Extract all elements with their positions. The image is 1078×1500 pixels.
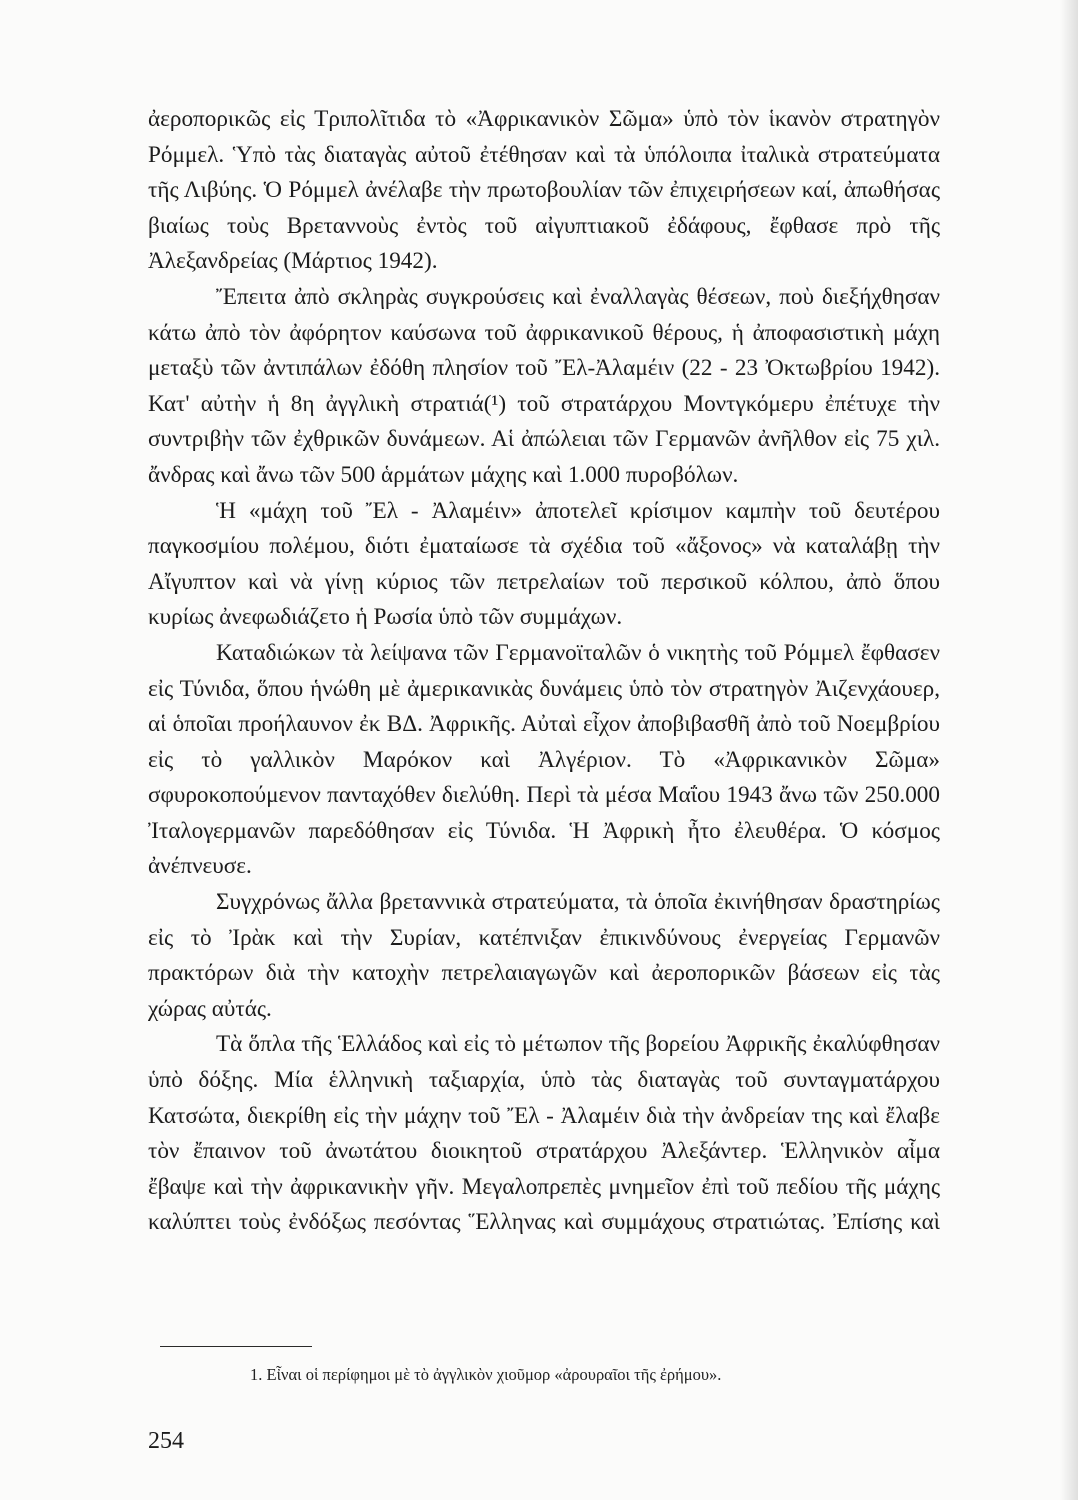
page-edge-shadow (1060, 0, 1078, 1500)
paragraph-5: Συγχρόνως ἄλλα βρεταννικὰ στρατεύματα, τὰ ὁποῖα ἐκινήθησαν δραστηρίως εἰς τὸ Ἰρὰκ καὶ τὴν Συρίαν, κατέπνιξαν ἐπικινδύνους ἐνεργείας Γερμανῶν πρακτόρων διὰ τὴν κατοχὴν πετρελαιαγωγῶν καὶ ἀεροπορικῶν βάσεων εἰς τὰς χώρας αὐτάς. (148, 889, 940, 1022)
paragraph-6: Τὰ ὅπλα τῆς Ἑλλάδος καὶ εἰς τὸ μέτωπον τῆς βορείου Ἀφρικῆς ἐκαλύφθησαν ὑπὸ δόξης. Μία ἑλληνικὴ ταξιαρχία, ὑπὸ τὰς διαταγὰς τοῦ συνταγματάρχου Κατσώτα, διεκρίθη εἰς τὴν μάχην τοῦ Ἔλ - Ἀλαμέιν διὰ τὴν ἀνδρείαν της καὶ ἔλαβε τὸν ἔπαινον τοῦ ἀνωτάτου διοικητοῦ στρατάρχου Ἀλεξάντερ. Ἑλληνικὸν αἷμα ἔβαψε καὶ τὴν ἀφρικανικὴν γῆν. Μεγαλοπρεπὲς μνημεῖον ἐπὶ τοῦ πεδίου τῆς μάχης καλύπτει τοὺς ἐνδόξως πεσόντας Ἕλληνας καὶ συμμάχους στρατιώτας. Ἐπίσης καὶ (148, 1031, 940, 1236)
footnote-divider (160, 1346, 312, 1347)
page-number: 254 (148, 1428, 184, 1454)
paragraph-2: Ἔπειτα ἀπὸ σκληρὰς συγκρούσεις καὶ ἐναλλαγὰς θέσεων, ποὺ διεξήχθησαν κάτω ἀπὸ τὸν ἀφόρητον καύσωνα τοῦ ἀφρικανικοῦ θέρους, ἡ ἀποφασιστικὴ μάχη μεταξὺ τῶν ἀντιπάλων ἐδόθη πλησίον τοῦ Ἔλ-Ἀλαμέιν (22 - 23 Ὀκτωβρίου 1942). Κατ' αὐτὴν ἡ 8η ἀγγλικὴ στρατιά(¹) τοῦ στρατάρχου Μοντγκόμερυ ἐπέτυχε τὴν συντριβὴν τῶν ἐχθρικῶν δυνάμεων. Αἱ ἀπώλειαι τῶν Γερμανῶν ἀνῆλθον εἰς 75 χιλ. ἄνδρας καὶ ἄνω τῶν 500 ἁρμάτων μάχης καὶ 1.000 πυροβόλων. (148, 283, 940, 488)
paragraph-3: Ἡ «μάχη τοῦ Ἔλ - Ἀλαμέιν» ἀποτελεῖ κρίσιμον καμπὴν τοῦ δευτέρου παγκοσμίου πολέμου, διότι ἐματαίωσε τὰ σχέδια τοῦ «ἄξονος» νὰ καταλάβῃ τὴν Αἴγυπτον καὶ νὰ γίνῃ κύριος τῶν πετρελαίων τοῦ περσικοῦ κόλπου, ἀπὸ ὅπου κυρίως ἀνεφωδιάζετο ἡ Ρωσία ὑπὸ τῶν συμμάχων. (148, 497, 940, 631)
footnote: 1. Εἶναι οἱ περίφημοι μὲ τὸ ἀγγλικὸν χιοῦμορ «ἀρουραῖοι τῆς ἐρήμου». (250, 1365, 722, 1384)
paragraph-4: Καταδιώκων τὰ λείψανα τῶν Γερμανοϊταλῶν ὁ νικητὴς τοῦ Ρόμμελ ἔφθασεν εἰς Τύνιδα, ὅπου ἡνώθη μὲ ἀμερικανικὰς δυνάμεις ὑπὸ τὸν στρατηγὸν Ἀιζενχάουερ, αἱ ὁποῖαι προήλαυνον ἐκ ΒΔ. Ἀφρικῆς. Αὐταὶ εἶχον ἀποβιβασθῆ ἀπὸ τοῦ Νοεμβρίου εἰς τὸ γαλλικὸν Μαρόκον καὶ Ἀλγέριον. Τὸ «Ἀφρικανικὸν Σῶμα» σφυροκοπούμενον πανταχόθεν διελύθη. Περὶ τὰ μέσα Μαΐου 1943 ἄνω τῶν 250.000 Ἰταλογερμανῶν παρεδόθησαν εἰς Τύνιδα. Ἡ Ἀφρικὴ ἦτο ἐλευθέρα. Ὁ κόσμος ἀνέπνευσε. (148, 639, 940, 880)
paragraph-1: ἀεροπορικῶς εἰς Τριπολῖτιδα τὸ «Ἀφρικανικὸν Σῶμα» ὑπὸ τὸν ἱκανὸν στρατηγὸν Ρόμμελ. Ὑπὸ τὰς διαταγὰς αὐτοῦ ἐτέθησαν καὶ τὰ ὑπόλοιπα ἰταλικὰ στρατεύματα τῆς Λιβύης. Ὁ Ρόμμελ ἀνέλαβε τὴν πρωτοβουλίαν τῶν ἐπιχειρήσεων καί, ἀπωθήσας βιαίως τοὺς Βρεταννοὺς ἐντὸς τοῦ αἰγυπτιακοῦ ἐδάφους, ἔφθασε πρὸ τῆς Ἀλεξανδρείας (Μάρτιος 1942). (148, 106, 940, 275)
body-text (148, 102, 940, 1241)
